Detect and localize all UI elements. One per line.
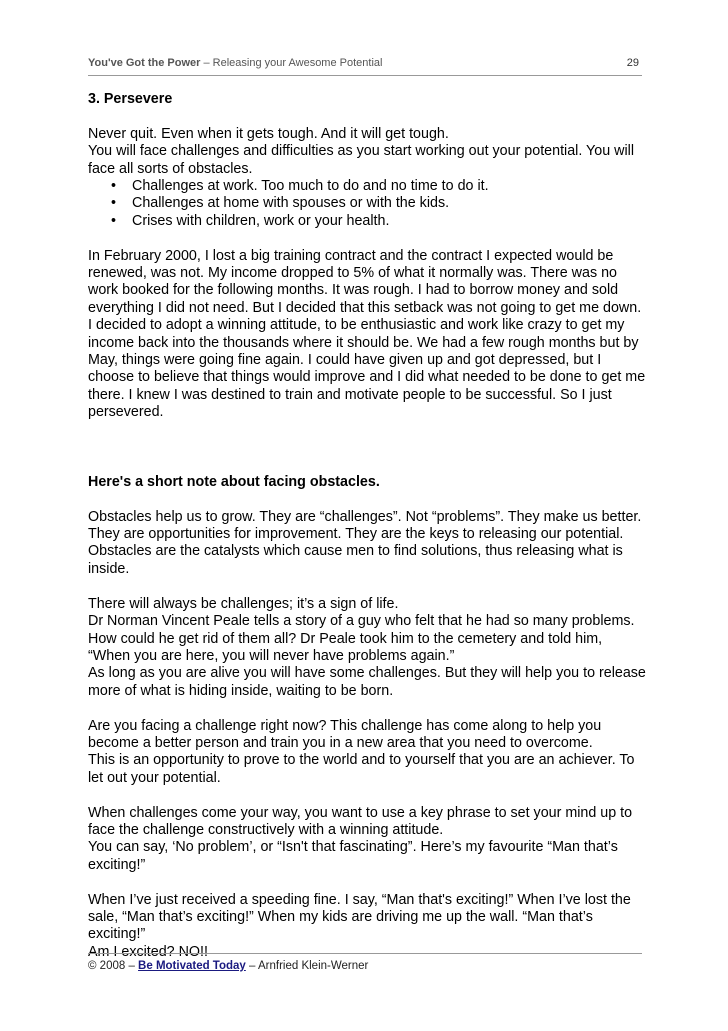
book-title: You've Got the Power <box>88 57 201 69</box>
phrase-line-1: When challenges come your way, you want to use a key phrase to set your mind up to face the challenge constructively with a winning attitude. <box>88 804 633 838</box>
section-heading: 3. Persevere <box>88 91 173 107</box>
list-item: • Challenges at home with spouses or with the kids. <box>111 195 648 212</box>
footer-divider <box>88 953 642 954</box>
example-line-2: Am I excited? NO!! <box>88 943 208 960</box>
page-number: 29 <box>626 57 639 69</box>
challenges-line-2: Dr Norman Vincent Peale tells a story of a guy who felt that he had so many problems. How could he get rid of them all? Dr Peale took him to the cemetery and told him, “When you are here, you will never have problems again.” <box>88 613 635 664</box>
intro-line-2: You will face challenges and difficulties as you start working out your potential. You will face all sorts of obstacles. <box>88 143 634 177</box>
challenge-list <box>88 178 648 230</box>
running-footer <box>88 960 368 972</box>
page-body <box>88 91 648 961</box>
facing-line-2: This is an opportunity to prove to the world and to yourself that you are an achiever. To let out your potential. <box>88 752 635 786</box>
header-divider <box>88 75 642 76</box>
challenges-line-1: There will always be challenges; it’s a sign of life. <box>88 595 399 612</box>
website-link[interactable]: Be Motivated Today <box>138 960 246 972</box>
story-paragraph: In February 2000, I lost a big training contract and the contract I expected would be renewed, was not. My income dropped to 5% of what it normally was. There was no work booked for the following months. It was rough. I had to borrow money and sold everything I did not need. But I decided that this setback was not going to get me down. I decided to adopt a winning attitude, to be enthusiastic and work like crazy to get my income back into the thousands where it should be. We had a few rough months but by May, things were going fine again. I could have given up and got depressed, but I choose to believe that things would improve and I did what needed to be done to get me there. I knew I was destined to train and motivate people to be successful. So I just persevered. <box>88 247 646 421</box>
book-subtitle: – Releasing your Awesome Potential <box>200 57 383 69</box>
copyright-text: © 2008 – <box>88 960 139 972</box>
phrase-line-2: You can say, ‘No problem’, or “Isn't that fascinating”. Here’s my favourite “Man that’s exciting!” <box>88 839 618 873</box>
author-name: – Arnfried Klein-Werner <box>245 960 369 972</box>
note-heading: Here's a short note about facing obstacles. <box>88 473 380 490</box>
challenges-line-3: As long as you are alive you will have some challenges. But they will help you to release more of what is hiding inside, waiting to be born. <box>88 665 646 699</box>
list-item: • Challenges at work. Too much to do and no time to do it. <box>111 178 648 195</box>
obstacles-paragraph: Obstacles help us to grow. They are “challenges”. Not “problems”. They make us better. They are opportunities for improvement. They are the keys to releasing our potential. Obstacles are the catalysts which cause men to find solutions, thus releasing what is inside. <box>88 508 642 577</box>
running-header <box>88 57 642 69</box>
list-item: • Crises with children, work or your health. <box>111 213 648 230</box>
intro-line-1: Never quit. Even when it gets tough. And it will get tough. <box>88 125 449 142</box>
facing-line-1: Are you facing a challenge right now? This challenge has come along to help you become a better person and train you in a new area that you need to overcome. <box>88 717 602 751</box>
example-line-1: When I’ve just received a speeding fine. I say, “Man that's exciting!” When I’ve lost the sale, “Man that’s exciting!” When my kids are driving me up the wall. “Man that’s exciting!” <box>88 891 631 943</box>
